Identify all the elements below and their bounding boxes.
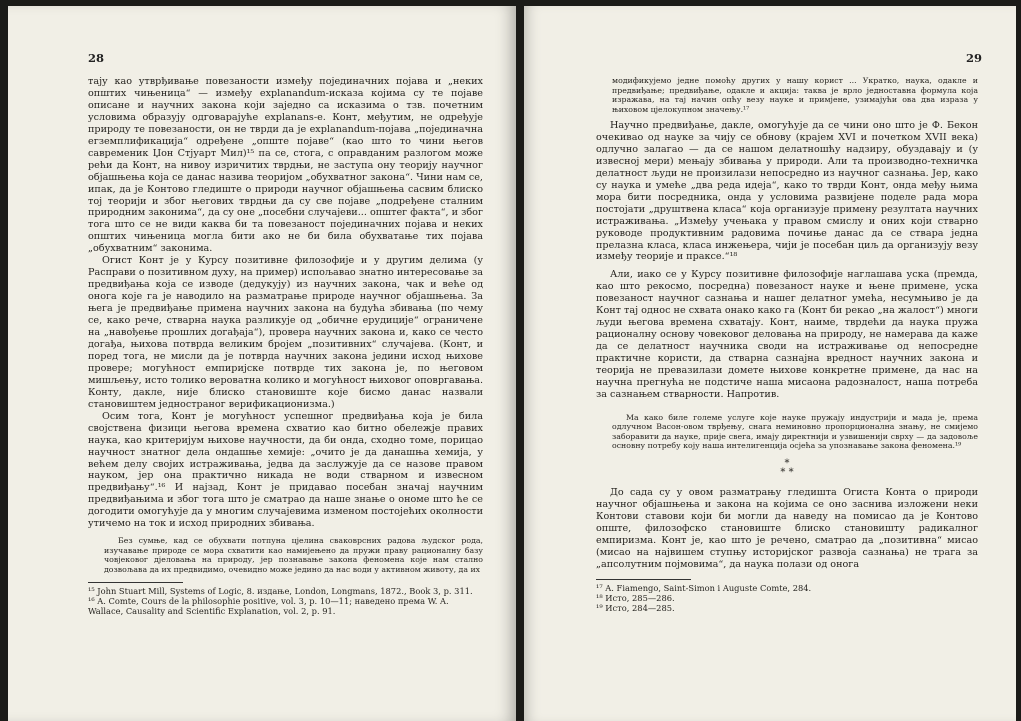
footnote: ¹⁷ A. Fiamengo, Saint-Simon i Auguste Comte, 284. <box>596 582 812 593</box>
body-paragraph: Научно предвиђање, дакле, омогућује да се чини оно што је Ф. Бекон очекивао од науке за чију се обнову (крајем XVI и почетком XVII века) одлучно залагао — да се нашом делатношћу надзиру, обуздавају и (у извесној мери) мењају збивања у природи. Али та производно-техничка делатност људи не произилази непосредно из научног сазнања. Јер, како су наука и умеће „два реда идеја“, како то тврди Конт, онда међу њима мора бити посредника, онда у условима развијене поделе рада мора постојати „друштвена класа“ која организује примену резултата научних истраживања. „Између учењака у правом смислу и оних који стварно руководе продуктивним радовима почиње данас да се ствара једна прелазна класа, класа инжењера, чији је посебан циљ да организују везу између теорије и праксе.“¹⁸ <box>596 120 978 263</box>
quotation-block <box>88 536 483 574</box>
body-paragraph: Али, иако се у Курсу позитивне филозофије наглашава уска (премда, као што рекосмо, посредна) повезаност науке и њене примене, уска повезаност научног сазнања и нашег делатног умећа, несумњиво је да Конт тај однос не схвата онако како га (Конт би рекао „на жалост“) многи људи његова времена схватају. Конт, наиме, тврдећи да наука пружа рационалну основу човековог деловања на природу, не намерава да каже да се делатност научника своди на истраживање од непосредне практичне користи, да стварна сазнајна вредност научних закона и теорија не превазилази домете њихове конкретне примене, да нас на научна прегнућа не подстиче наша мисаона радозналост, наша потреба за сазнањем стварности. Напротив. <box>596 269 978 400</box>
footnote: ¹⁹ Исто, 284—285. <box>596 602 675 613</box>
right-page <box>524 6 1016 721</box>
left-text-column <box>88 76 483 616</box>
page-number: 28 <box>88 51 105 65</box>
footnote: ¹⁸ Исто, 285—286. <box>596 592 675 603</box>
right-text-column <box>596 76 978 613</box>
footnote-divider <box>88 582 183 583</box>
quotation-text: Ма како биле големе услуге које науке пружају индустрији и мада је, према одлучном Васон-овом тврђењу, снага неминовно пропорционална знању, не смијемо заборавити да науке, прије свега, имају директнији и узвишенији сврху — да задовоље основну потребу коју наша интелигенција осјећа за упознавање закона феномена.¹⁹ <box>612 412 978 451</box>
body-paragraph: Огист Конт је у Курсу позитивне филозофије и у другим делима (у Расправи о позитивном духу, на пример) испољавао знатно интересовање за предвиђања која се изводе (дедукују) из научних закона, чак и веће од онога које га је наводило на разматрање природе научног објашњења. За њега је предвиђање примена научних закона на будућа збивања (по чему се, како рече, стварна наука разликује од „обичне ерудиције“ ограничене на „навођење прошлих догађаја“), провера научних закона и, како се често догађа, њихова потврда великим бројем „позитивних“ случајева. (Конт, и поред тога, не мисли да је потврда научних закона једини исход њихове провере; могућност емпиријске потврде тих закона је, по његовом мишљењу, исто толико вероватна колико и могућност њиховог оповргавања. Конту, дакле, није блиско становиште које бисмо данас назвали становиштем једностраног верификационизма.) <box>88 255 483 410</box>
page-number: 29 <box>965 51 982 65</box>
quotation-text: Без сумње, кад се обухвати потпуна цјелина сваковрсних радова људског рода, изучавање природе се мора схватити као намијењено да пружи праву рационалну базу човјековог дјеловања на природу, јер познавање закона феномена које нам стално дозвољава да их предвидимо, очевидно може једино да нас води у активном животу, да их <box>104 536 483 574</box>
section-separator: * * * <box>780 457 794 478</box>
left-page <box>8 6 516 721</box>
body-paragraph: До сада су у овом разматрању гледишта Огиста Конта о природи научног објашњења и закона на којима се оно заснива изложени неки Контови ставови који би могли да наведу на помисао да је Контово опште, филозофско становиште блиско становишту радикалног емпиризма. Конт је, као што је речено, сматрао да „позитивна“ мисао (мисао на највишем ступњу историјског развоја сазнања) не трага за „апсолутним појмовима“, да наука полази од онога <box>596 486 978 570</box>
footnote: ¹⁵ John Stuart Mill, Systems of Logic, 8. издање, London, Longmans, 1872., Book 3, p. 311. <box>88 586 473 597</box>
body-paragraph: тају као утврђивање повезаности између појединачних појава и „неких општих чињеница“ — између explanandum-исказа којима су те појаве описане и научних закона који заједно са исказима о тзв. почетним условима образују одговарајуће explanans-е. Конт, међутим, не одређује природу те повезаности, он не тврди да је explanandum-појава „појединачна егземплификација“ одређене „опште појаве“ (као што то чини његов савременик Џон Стјуарт Мил)¹⁵ па се, стога, с оправданим разлогом може рећи да Конт, на нивоу изричитих тврдњи, не заступа ону теорију научног објашњења која се данас назива теоријом „обухватног закона“. Чини нам се, ипак, да је Контово гледиште о природи научног објашњења сасвим блиско тој теорији и због његових тврдњи да су све појаве „подређене сталним природним законима“, да су оне „посебни случајеви... општег факта“, и због тога што се не види каква би та повезаност појединачних појава и неких општих чињеница могла бити ако не би била обухватање тих појава „обухватним“ законима. <box>88 76 483 255</box>
quotation-text: модификујемо једне помоћу других у нашу корист ... Укратко, наука, одакле и предвиђање; предвиђање, одакле и акција: таква је врло једноставна формула која изражава, на тај начин опћу везу науке и примјене, узимајући ова два израза у њиховом цјелокупном значењу.¹⁷ <box>612 76 978 114</box>
footnote: ¹⁶ A. Comte, Cours de la philosophie positive, vol. 3, p. 10—11; наведено према W. A. Wallace, Causality and Scientific Explanation, vol. 2, p. 91. <box>88 596 449 617</box>
body-paragraph: Осим тога, Конт је могућност успешног предвиђања која је била својствена физици његова времена схватио као битно обележје правих наука, као критеријум њихове научности, да би онда, сходно томе, порицао научност знатног дела ондашње хемије: „очито је да данашња хемија, у већем делу својих истраживања, једва да заслужује да се назове правом науком, јер она практично никада не води стварном и извесном предвиђању“.¹⁶ И најзад, Конт је придавао посебан значај научним предвиђањима и због тога што је сматрао да наше знање о ономе што ће се догодити омогућује да у многим случајевима изменом постојећих околности утичемо на ток и исход природних збивања. <box>88 410 483 530</box>
quotation-block <box>596 413 978 451</box>
footnote-divider <box>596 579 691 580</box>
quotation-block <box>596 76 978 114</box>
